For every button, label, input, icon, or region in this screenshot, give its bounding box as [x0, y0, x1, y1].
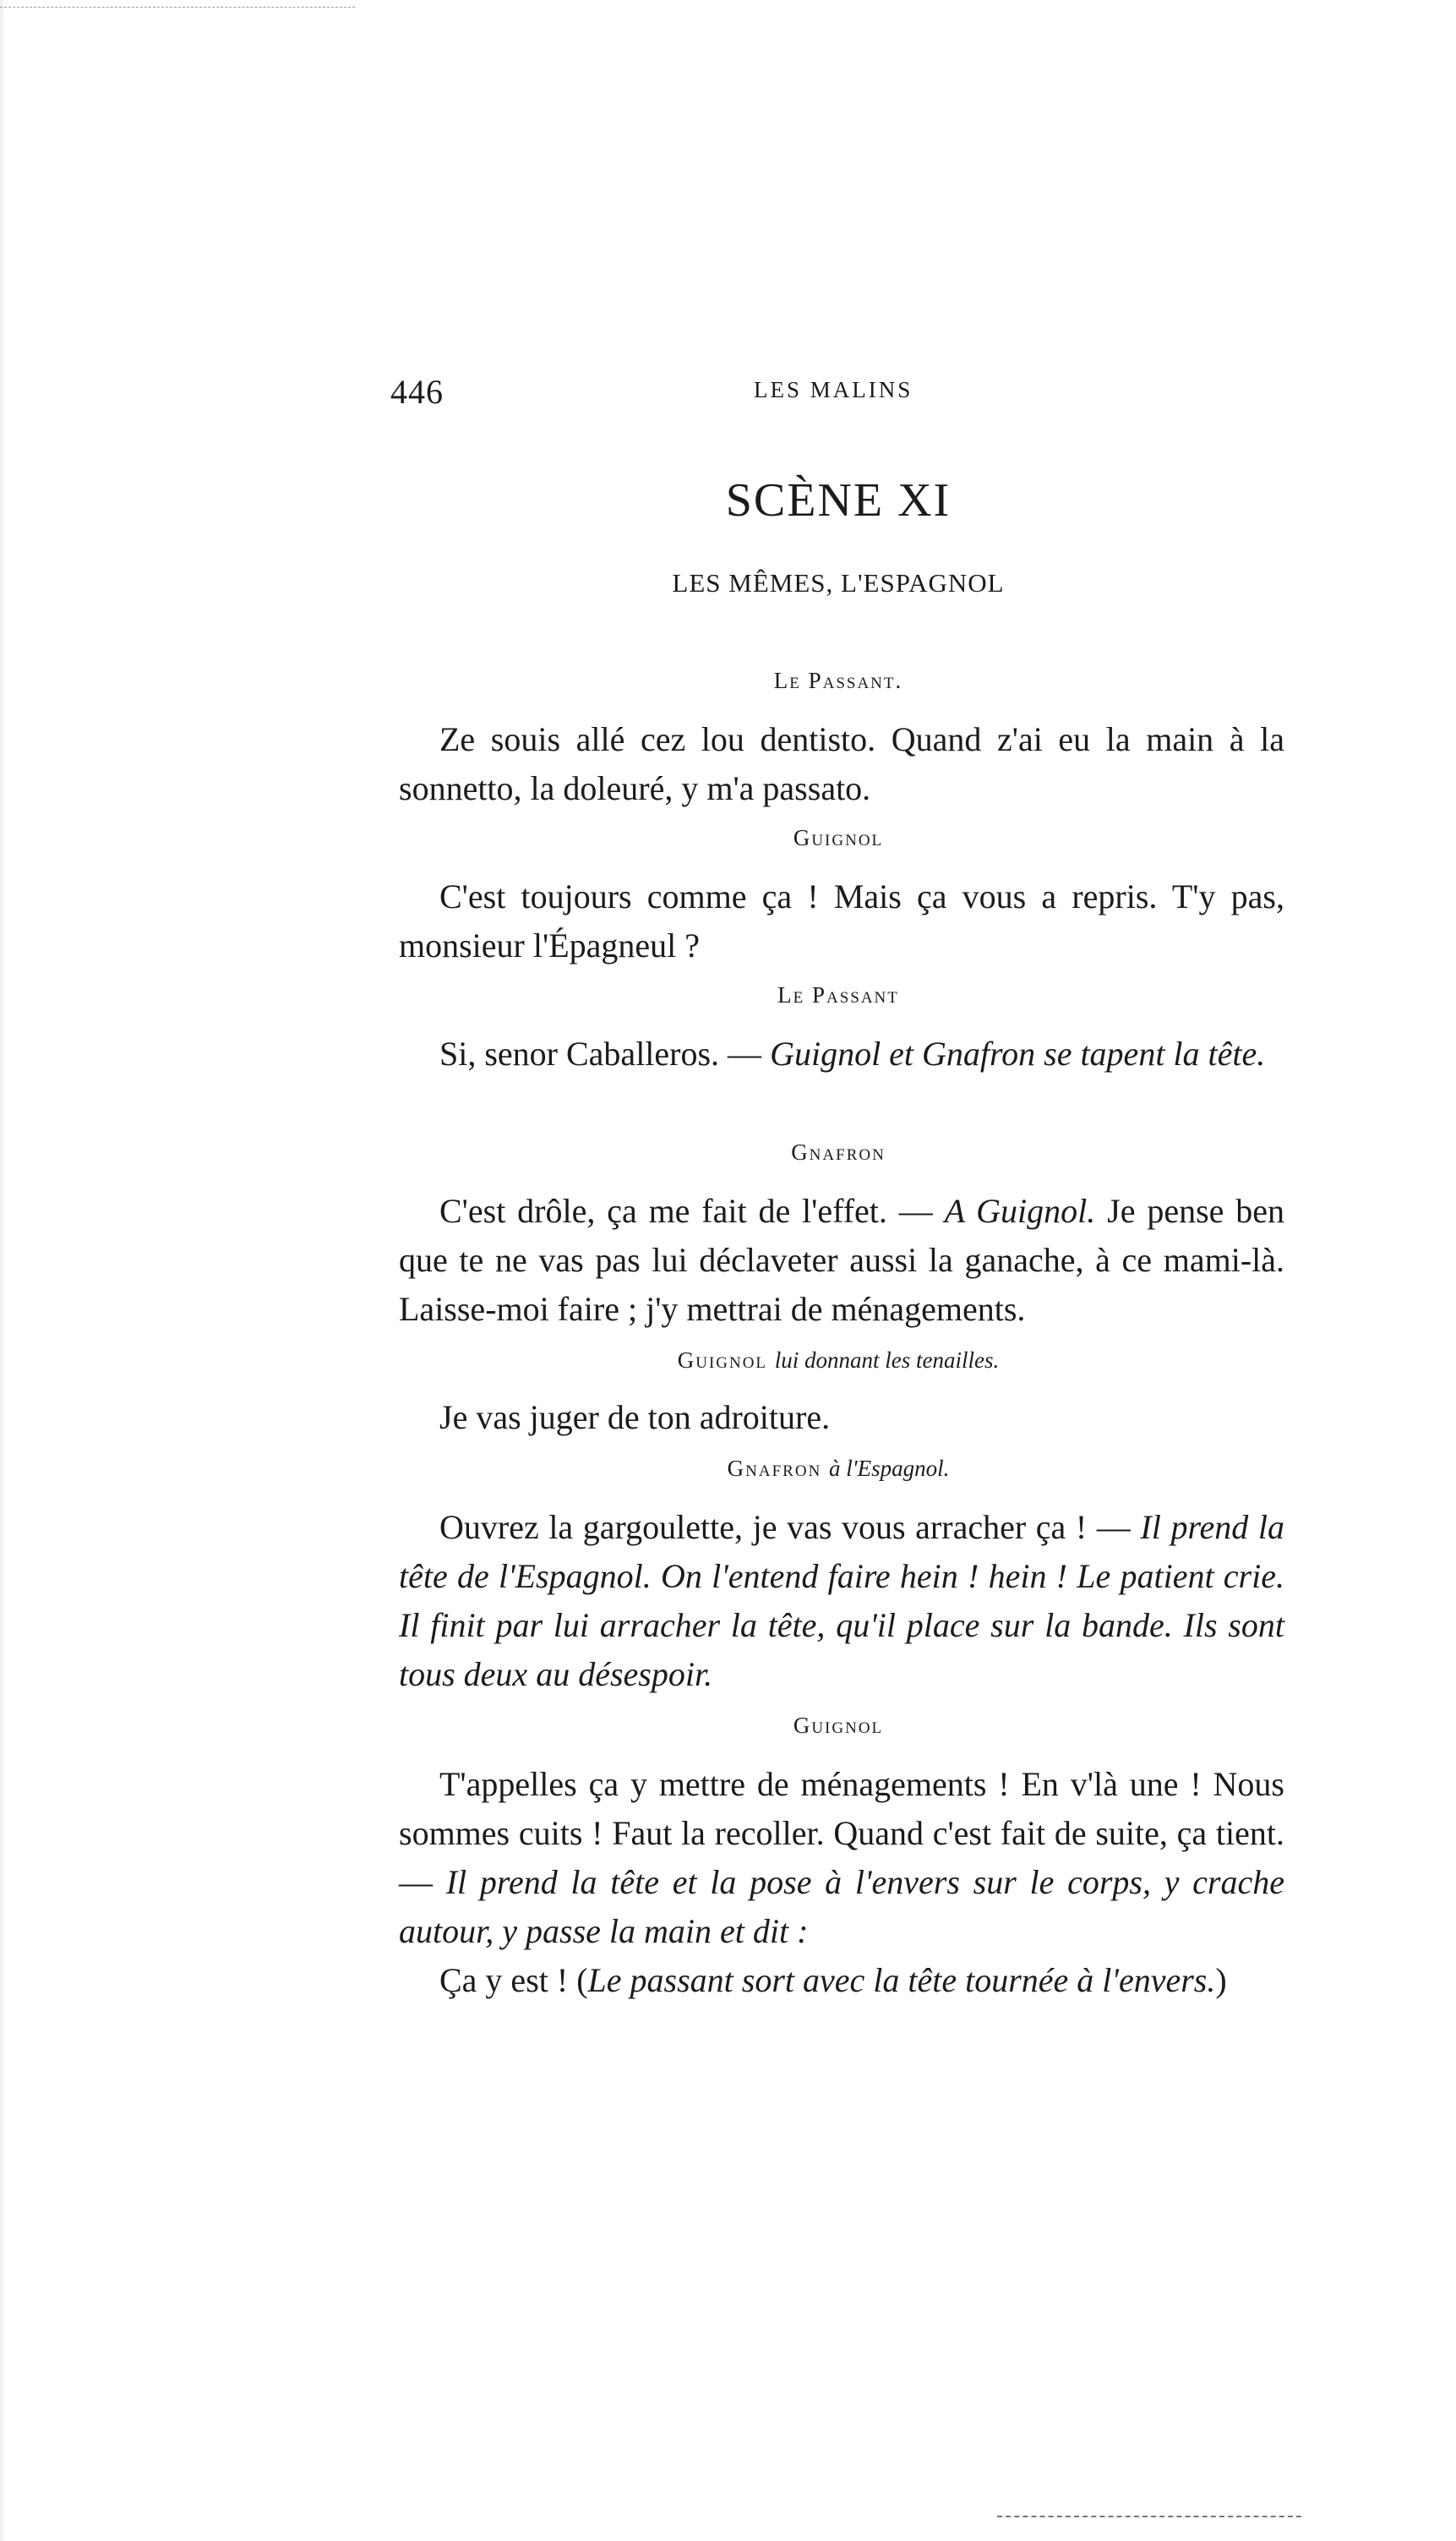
- dialogue-paragraph: [399, 715, 1284, 813]
- scan-margin-dashes-bottom: [997, 2516, 1301, 2517]
- stage-direction: A Guignol.: [944, 1192, 1096, 1230]
- speaker-label: Guignol: [793, 825, 884, 850]
- speaker-label: [390, 1347, 1286, 1374]
- scan-edge: [0, 0, 3, 2541]
- dialogue-text: Si, senor Caballeros. —: [439, 1035, 771, 1073]
- dialogue-text: C'est toujours comme ça ! Mais ça vous a repris. T'y pas, monsieur l'Épagneul ?: [399, 877, 1284, 964]
- scan-margin-dashes-top: [0, 7, 355, 8]
- dialogue-text: Ouvrez la gargoulette, je vas vous arracher ça ! —: [439, 1508, 1141, 1546]
- page-number: 446: [390, 373, 444, 411]
- dialogue-text: C'est drôle, ça me fait de l'effet. —: [439, 1192, 945, 1230]
- dialogue-text: ): [1215, 1961, 1227, 1999]
- dialogue-paragraph: [399, 872, 1284, 970]
- dialogue-paragraph: [399, 1760, 1284, 1956]
- dialogue-paragraph: [399, 1187, 1284, 1334]
- running-head: LES MALINS: [754, 377, 913, 402]
- scene-characters: LES MÊMES, L'ESPAGNOL: [672, 568, 1005, 598]
- dialogue-text: Ça y est ! (: [439, 1961, 588, 1999]
- dialogue-text: Ze souis allé cez lou dentisto. Quand z'ai eu la main à la sonnetto, la doleuré, y m'a passato.: [399, 720, 1284, 807]
- speaker-label: [390, 1456, 1286, 1482]
- stage-direction: Guignol et Gnafron se tapent la tête.: [770, 1035, 1266, 1073]
- dialogue-text: Je pense ben que te ne vas pas lui déclaveter aussi la ganache, à ce mami-là. Laisse-moi faire ; j'y mettrai de ménagements.: [399, 1192, 1284, 1328]
- dialogue-paragraph: [399, 1030, 1284, 1079]
- stage-direction: Il prend la tête de l'Espagnol. On l'entend faire hein ! hein ! Le patient crie. Il finit par lui arracher la tête, qu'il place sur la bande. Ils sont tous deux au désespoir.: [399, 1508, 1284, 1693]
- dialogue-text: T'appelles ça y mettre de ménagements ! En v'là une ! Nous sommes cuits ! Faut la recoller. Quand c'est fait de suite, ça tient. —: [399, 1765, 1284, 1901]
- scene-title: SCÈNE XI: [725, 474, 952, 527]
- speaker-direction: lui donnant les tenailles.: [774, 1347, 1000, 1373]
- dialogue-paragraph: [399, 1956, 1284, 2005]
- speaker-label: Le Passant: [777, 982, 899, 1008]
- speaker-label: Guignol: [793, 1713, 884, 1738]
- dialogue-paragraph: [399, 1393, 1284, 1442]
- speaker-name: Guignol: [677, 1347, 768, 1373]
- stage-direction: Il prend la tête et la pose à l'envers sur le corps, y crache autour, y passe la main et dit :: [399, 1863, 1284, 1950]
- speaker-label: Gnafron: [791, 1139, 886, 1165]
- page-header: [390, 372, 1286, 423]
- speaker-label: Le Passant.: [773, 668, 903, 693]
- dialogue-text: Je vas juger de ton adroiture.: [439, 1398, 831, 1436]
- speaker-name: Gnafron: [727, 1456, 822, 1481]
- dialogue-paragraph: [399, 1503, 1284, 1699]
- speaker-direction: à l'Espagnol.: [829, 1456, 950, 1481]
- stage-direction: Le passant sort avec la tête tournée à l'envers.: [587, 1961, 1216, 1999]
